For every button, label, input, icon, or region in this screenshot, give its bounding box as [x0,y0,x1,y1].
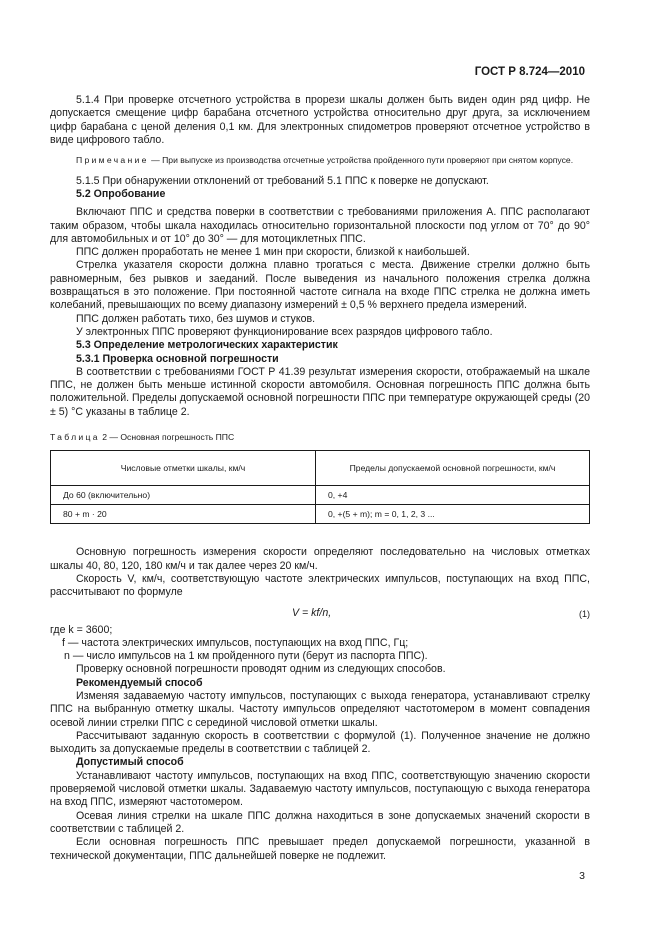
section-5-3-title: 5.3 Определение метрологических характеристик [76,339,338,352]
table-cell: 80 + m · 20 [51,505,316,524]
clause-5-1-5: 5.1.5 При обнаружении отклонений от требований 5.1 ППС к поверке не допускают. [76,174,489,187]
allowed-method-paragraph: Устанавливают частоту импульсов, поступающих на вход ППС, соответствующую значению скорости проверяемой числовой отметки шкалы. Задаваемую частоту импульсов, поступающую с выхода генератора на вход ППС, измеряют частотомером. [50,769,590,809]
table-row [51,486,590,505]
paragraph: Скорость V, км/ч, соответствующую частоте электрических импульсов, поступающих на вход ППС, рассчитывают по формуле [50,572,590,599]
table-row [51,505,590,524]
table-caption [50,431,590,444]
table-caption-text: 2 — Основная погрешность ППС [102,432,235,443]
allowed-method-title: Допустимый способ [76,756,184,769]
allowed-method-paragraph: Осевая линия стрелки на шкале ППС должна находиться в зоне допускаемых значений скорости в соответствии с таблицей 2. [50,809,590,835]
paragraph: Основную погрешность измерения скорости определяют последовательно на числовых отметках шкалы 40, 80, 120, 180 км/ч и так далее через 20 км/ч. [50,546,590,572]
paragraph: Проверку основной погрешности проводят одним из следующих способов. [76,663,446,676]
table-header-cell: Числовые отметки шкалы, км/ч [51,451,316,486]
page-number: 3 [579,870,585,882]
clause-5-1-4: 5.1.4 При проверке отсчетного устройства в прорези шкалы должен быть виден один ряд цифр. Не допускается смещение цифр барабана отсчетного устройства относительно друг друга, за исключением цифр барабана с ценой деления 0,1 км. Для электронных спидометров проверяют отсчетное устройство в виде цифрового табло. [50,94,590,146]
table-cell: 0, +4 [316,486,590,505]
section-5-2-paragraph: ППС должен работать тихо, без шумов и стуков. [76,312,316,325]
table-header-cell: Пределы допускаемой основной погрешности, км/ч [316,451,590,486]
recommended-method-paragraph: Изменяя задаваемую частоту импульсов, поступающих с выхода генератора, устанавливают стрелку ППС на выбранную отметку шкалы. Частоту импульсов определяют частотомером в момент совпадения осевой линии стрелки ППС с серединой числовой отметки шкалы. [50,690,590,729]
formula-1 [50,604,590,624]
table-header-row [51,451,590,486]
section-5-2-paragraph: Стрелка указателя скорости должна плавно трогаться с места. Движение стрелки должно быть равномерным, без рывков и заеданий. После выведения из начального положения стрелка должна возвращаться в это положение. При постоянной частоте сигнала на входе ППС стрелка не должна иметь колебаний, превышающих по всему диапазону измерений ± 0,5 % верхнего предела измерений. [50,259,590,312]
note-label: Примечание [76,155,149,166]
section-5-2-title: 5.2 Опробование [76,187,166,200]
section-5-3-1-paragraph: В соответствии с требованиями ГОСТ Р 41.39 результат измерения скорости, отображаемый на шкале ППС, не должен быть меньше истинной скорости автомобиля. Основная погрешность ППС должна быть положительной. Пределы допускаемой основной погрешности ППС при температуре окружающей среды (20 ± 5) °С указаны в таблице 2. [50,365,590,418]
page-body [50,94,590,863]
section-5-2-paragraph: ППС должен проработать не менее 1 мин при скорости, близкой к наибольшей. [76,246,470,259]
formula-expression: V = kf/n, [292,606,332,619]
where-k: где k = 3600; [50,623,113,636]
note [50,155,590,167]
formula-number: (1) [579,608,590,619]
allowed-method-paragraph: Если основная погрешность ППС превышает предел допускаемой погрешности, указанной в технической документации, ППС дальнейшей поверке не подлежит. [50,836,590,862]
note-text: — При выпуске из производства отсчетные устройства пройденного пути проверяют при снятом корпусе. [151,155,574,166]
document-code-header: ГОСТ Р 8.724—2010 [474,66,585,78]
section-5-2-paragraph: У электронных ППС проверяют функционирование всех разрядов цифрового табло. [76,325,493,338]
table-cell: До 60 (включительно) [51,486,316,505]
section-5-2-paragraph: Включают ППС и средства поверки в соответствии с требованиями приложения А. ППС располагают таким образом, чтобы шкала находилась относительно горизонтальной плоскости под углом от 70° до 90° для автомобильных и от 10° до 30° — для мотоциклетных ППС. [50,206,590,245]
where-n: n — число импульсов на 1 км пройденного пути (берут из паспорта ППС). [64,650,428,663]
table-caption-label: Таблица [50,432,100,443]
error-limits-table [50,450,590,524]
recommended-method-title: Рекомендуемый способ [76,676,203,689]
where-f: f — частота электрических импульсов, поступающих на вход ППС, Гц; [62,636,409,649]
section-5-3-1-title: 5.3.1 Проверка основной погрешности [76,352,279,365]
table-cell: 0, +(5 + m); m = 0, 1, 2, 3 ... [316,505,590,524]
recommended-method-paragraph: Рассчитывают заданную скорость в соответствии с формулой (1). Полученное значение не должно выходить за допускаемые пределы в соответствии с таблицей 2. [50,729,590,756]
